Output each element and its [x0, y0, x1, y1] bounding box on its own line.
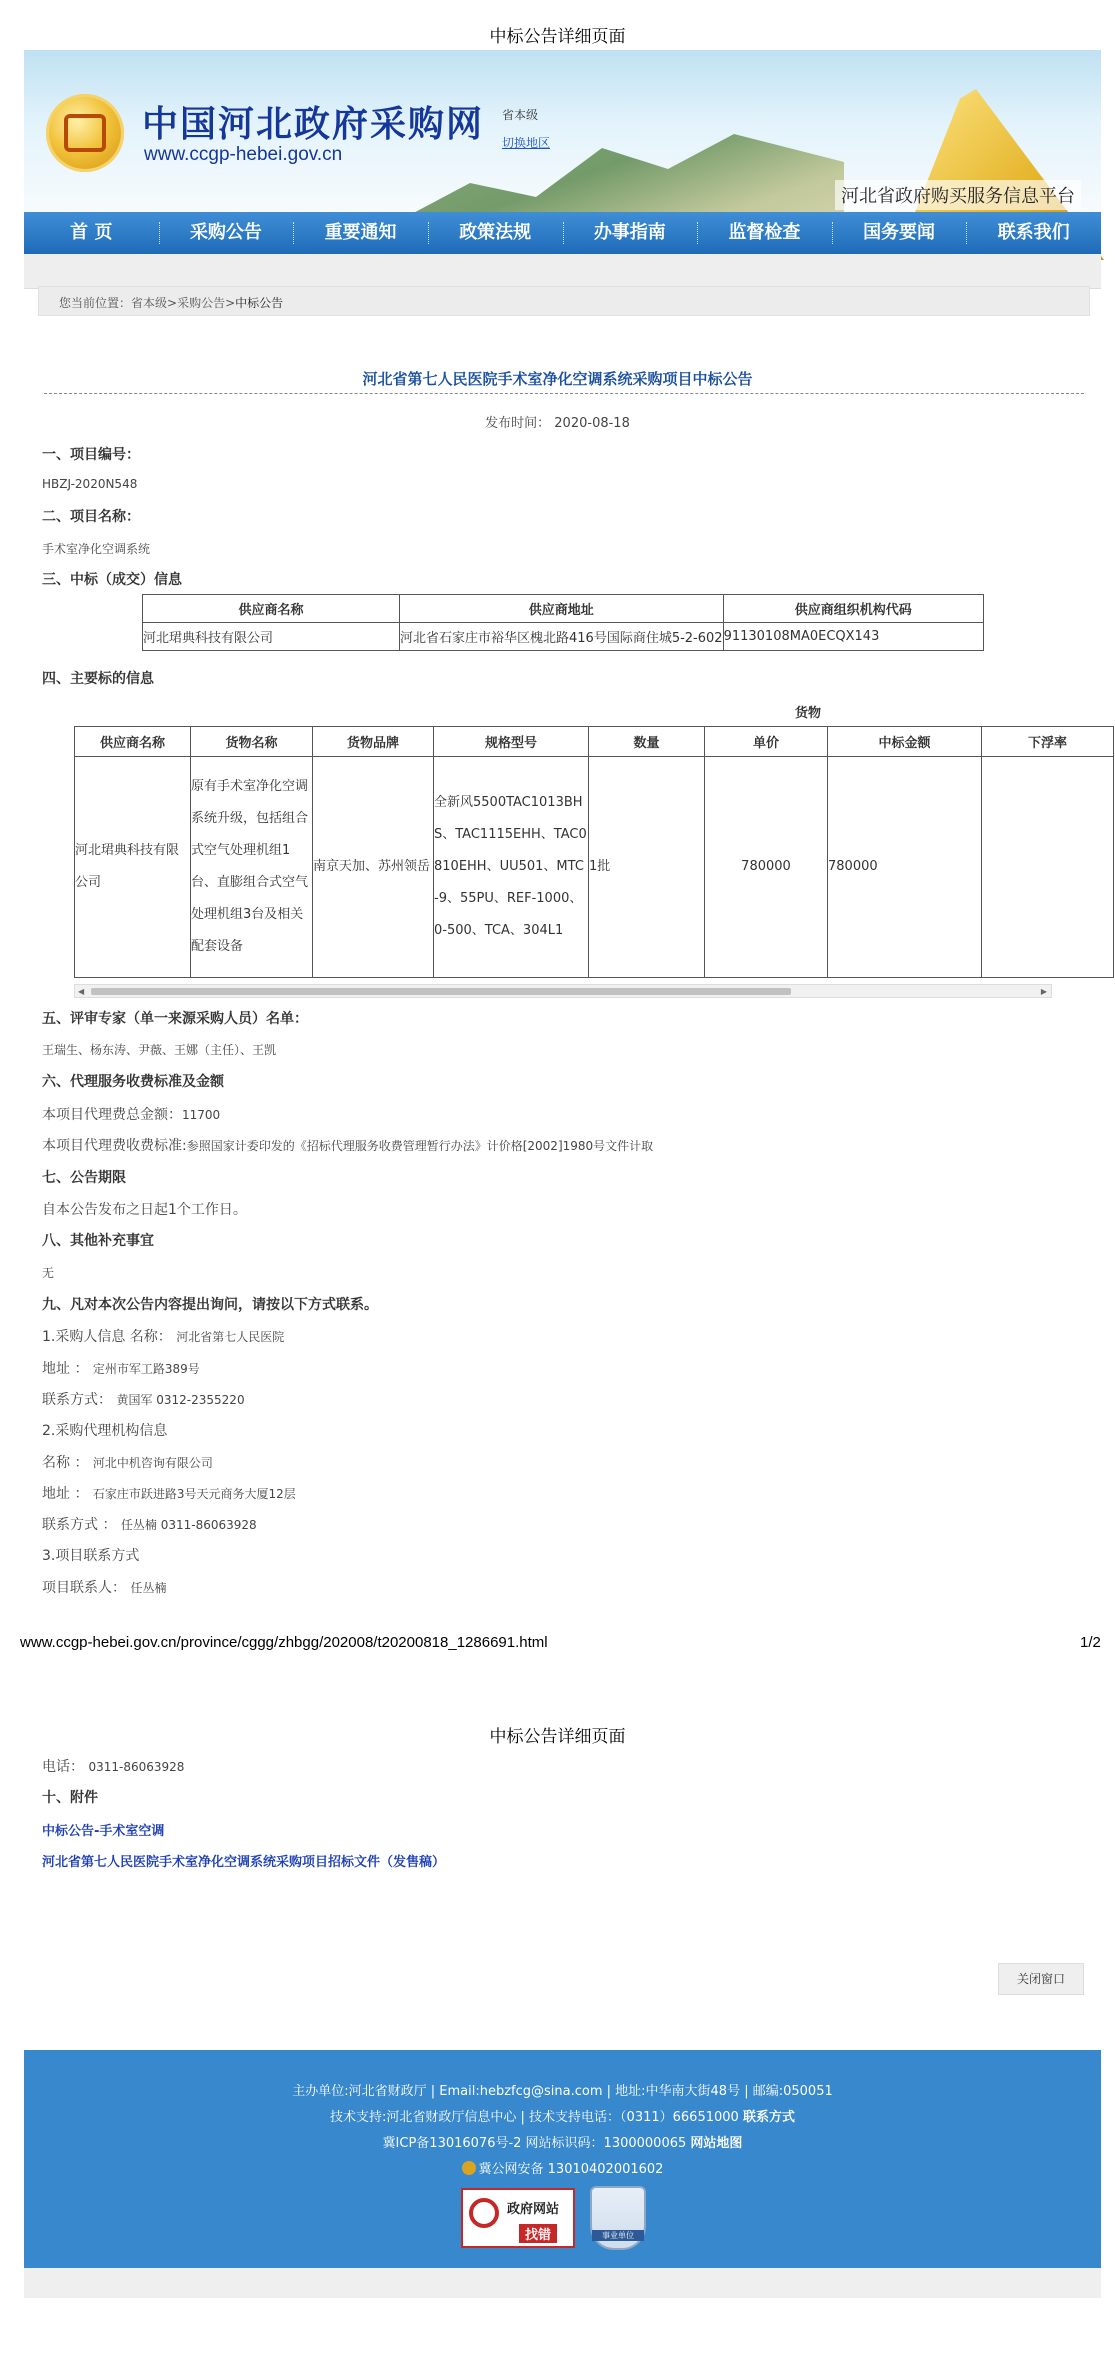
table-header: 供应商组织机构代码 [723, 595, 983, 623]
goods-discount-cell [982, 757, 1114, 978]
supplier-table [142, 594, 984, 651]
table-header: 货物名称 [191, 727, 313, 757]
magnifier-icon [469, 2198, 499, 2228]
phone-value: 0311-86063928 [88, 1760, 185, 1774]
fee-total-value: 11700 [182, 1108, 221, 1122]
footer-sitemap-link[interactable]: 网站地图 [690, 2136, 743, 2151]
section-4-heading: 四、主要标的信息 [42, 671, 154, 687]
table-row [143, 623, 984, 651]
scrollbar-thumb[interactable] [91, 988, 791, 995]
nav-state-news[interactable]: 国务要闻 [832, 212, 967, 254]
goods-brand-cell: 南京天加、苏州领岳 [313, 757, 434, 978]
scroll-left-icon[interactable]: ◀ [78, 987, 85, 996]
goods-amount-cell: 780000 [828, 757, 982, 978]
purchaser-address-label: 地址 ： [42, 1361, 89, 1377]
phone-label: 电话： [42, 1759, 84, 1775]
nav-policy[interactable]: 政策法规 [428, 212, 563, 254]
goods-price-cell: 780000 [705, 757, 828, 978]
nav-guide[interactable]: 办事指南 [563, 212, 698, 254]
purchaser-label: 1.采购人信息 名称： [42, 1329, 172, 1345]
footer-line-3 [24, 2132, 1101, 2151]
nav-supervision[interactable]: 监督检查 [697, 212, 832, 254]
section-2-heading: 二、项目名称： [42, 509, 140, 525]
phone-line [42, 1756, 184, 1776]
agency-title: 2.采购代理机构信息 [42, 1423, 168, 1439]
agency-contact-label: 联系方式 ： [42, 1517, 117, 1533]
section-5-heading: 五、评审专家（单一来源采购人员）名单： [42, 1011, 308, 1027]
scroll-right-icon[interactable]: ▶ [1040, 987, 1047, 996]
sub-nav-bar [24, 254, 1101, 289]
breadcrumb-prefix: 您当前位置： [59, 296, 132, 310]
fee-standard-label: 本项目代理费收费标准: [42, 1138, 187, 1154]
goods-table [74, 726, 1114, 978]
table-header: 下浮率 [982, 727, 1114, 757]
print-page-title: 中标公告详细页面 [489, 27, 626, 47]
footer-line-4[interactable] [24, 2158, 1101, 2177]
project-contact-title: 3.项目联系方式 [42, 1548, 140, 1564]
purchaser-name-line [42, 1326, 284, 1346]
breadcrumb-path[interactable]: 省本级>采购公告> [131, 296, 236, 310]
print-url: www.ccgp-hebei.gov.cn/province/cggg/zhbgg/202008/t20200818_1286691.html [20, 1634, 548, 1651]
footer-line-2 [24, 2106, 1101, 2125]
nav-important-notice[interactable]: 重要通知 [293, 212, 428, 254]
table-header: 数量 [589, 727, 705, 757]
footer-bottom-bar [24, 2268, 1101, 2298]
notice-period: 自本公告发布之日起1个工作日。 [42, 1202, 247, 1218]
print-page-title: 中标公告详细页面 [489, 1727, 626, 1747]
project-name: 手术室净化空调系统 [42, 542, 151, 556]
notice-title: 河北省第七人民医院手术室净化空调系统采购项目中标公告 [362, 370, 753, 388]
attachment-link-2[interactable]: 河北省第七人民医院手术室净化空调系统采购项目招标文件（发售稿） [42, 1855, 446, 1870]
institution-badge[interactable] [590, 2186, 646, 2250]
table-header: 供应商名称 [75, 727, 191, 757]
institution-badge-text: 事业单位 [592, 2230, 644, 2241]
project-number: HBZJ-2020N548 [42, 477, 138, 491]
switch-region-link[interactable]: 切换地区 [502, 136, 551, 150]
supplier-name-cell: 河北珺典科技有限公司 [143, 623, 400, 651]
title-divider [44, 393, 1084, 394]
fee-total [42, 1104, 220, 1124]
table-row [75, 757, 1114, 978]
nav-contact[interactable]: 联系我们 [966, 212, 1101, 254]
police-badge-icon [462, 2161, 476, 2175]
fee-total-label: 本项目代理费总金额： [42, 1107, 182, 1123]
goods-label: 货物 [795, 706, 822, 721]
agency-name: 河北中机咨询有限公司 [92, 1456, 213, 1470]
table-header-row [143, 595, 984, 623]
badge-title: 政府网站 [507, 2202, 560, 2217]
agency-name-line [42, 1452, 213, 1472]
nav-procurement-notice[interactable]: 采购公告 [159, 212, 294, 254]
main-nav [24, 212, 1101, 254]
agency-contact-line [42, 1514, 257, 1534]
purchaser-name: 河北省第七人民医院 [176, 1330, 285, 1344]
goods-qty-cell: 1批 [589, 757, 705, 978]
agency-address-label: 地址 ： [42, 1486, 89, 1502]
section-9-heading: 九、凡对本次公告内容提出询问，请按以下方式联系。 [42, 1297, 378, 1313]
table-header-row [75, 727, 1114, 757]
footer-contact-link[interactable]: 联系方式 [742, 2110, 795, 2125]
goods-supplier-cell: 河北珺典科技有限公司 [75, 757, 191, 978]
breadcrumb-current: 中标公告 [235, 296, 284, 310]
footer-police-record[interactable]: 冀公网安备 13010402001602 [478, 2162, 664, 2177]
level-label: 省本级 [502, 108, 539, 122]
purchaser-address-line [42, 1358, 200, 1378]
table-header: 单价 [705, 727, 828, 757]
breadcrumb [38, 286, 1090, 316]
footer-support: 技术支持:河北省财政厅信息中心 | 技术支持电话：（0311）66651000 [330, 2110, 739, 2125]
table-header: 供应商名称 [143, 595, 400, 623]
purchaser-contact-label: 联系方式： [42, 1392, 112, 1408]
goods-name-cell: 原有手术室净化空调系统升级，包括组合式空气处理机组1台、直膨组合式空气处理机组3台及相关配套设备 [191, 757, 313, 978]
fee-standard-value: 参照国家计委印发的《招标代理服务收费管理暂行办法》计价格[2002]1980号文件计取 [186, 1139, 654, 1153]
agency-name-label: 名称 ： [42, 1455, 89, 1471]
gov-site-error-badge[interactable] [461, 2188, 575, 2248]
site-banner [24, 50, 1101, 212]
purchaser-contact: 黄国军 0312-2355220 [116, 1393, 245, 1407]
purchaser-contact-line [42, 1389, 245, 1409]
site-footer [24, 2050, 1101, 2268]
publish-time: 发布时间： 2020-08-18 [485, 416, 630, 431]
fee-standard [42, 1135, 653, 1155]
nav-home[interactable]: 首 页 [70, 222, 113, 243]
goods-table-scroll[interactable] [74, 726, 1067, 984]
site-url: www.ccgp-hebei.gov.cn [144, 144, 343, 165]
agency-address: 石家庄市跃进路3号天元商务大厦12层 [92, 1487, 296, 1501]
print-page-number: 1/2 [1080, 1634, 1101, 1651]
project-contact-label: 项目联系人： [42, 1580, 126, 1596]
table-header: 供应商地址 [400, 595, 724, 623]
footer-line-1: 主办单位:河北省财政厅 | Email:hebzfcg@sina.com | 地址:中华南大街48号 | 邮编:050051 [292, 2084, 833, 2099]
goods-spec-cell: 全新风5500TAC1013BHS、TAC1115EHH、TAC0810EHH、UU501、MTC-9、55PU、REF-1000、0-500、TCA、304L1 [434, 757, 589, 978]
section-3-heading: 三、中标（成交）信息 [42, 572, 182, 588]
table-header: 中标金额 [828, 727, 982, 757]
other-matters: 无 [42, 1266, 55, 1280]
site-logo-icon[interactable] [46, 94, 124, 172]
section-6-heading: 六、代理服务收费标准及金额 [42, 1074, 224, 1090]
badge-subtitle: 找错 [519, 2224, 557, 2243]
table-header: 货物品牌 [313, 727, 434, 757]
section-7-heading: 七、公告期限 [42, 1170, 126, 1186]
section-10-heading: 十、附件 [42, 1790, 98, 1806]
experts-list: 王瑞生、杨东涛、尹薇、王娜（主任）、王凯 [42, 1043, 277, 1057]
supplier-code-cell: 91130108MA0ECQX143 [723, 623, 983, 651]
section-8-heading: 八、其他补充事宜 [42, 1233, 154, 1249]
footer-icp: 冀ICP备13016076号-2 网站标识码：1300000065 [382, 2136, 687, 2151]
attachment-link-1[interactable]: 中标公告-手术室空调 [42, 1824, 165, 1839]
horizontal-scrollbar[interactable] [74, 984, 1052, 998]
project-contact-person: 任丛楠 [130, 1581, 167, 1595]
table-header: 规格型号 [434, 727, 589, 757]
agency-address-line [42, 1483, 296, 1503]
supplier-address-cell: 河北省石家庄市裕华区槐北路416号国际商住城5-2-602 [400, 623, 724, 651]
section-1-heading: 一、项目编号： [42, 447, 140, 463]
purchaser-address: 定州市军工路389号 [92, 1362, 200, 1376]
project-contact-line [42, 1577, 166, 1597]
site-name[interactable]: 中国河北政府采购网 [142, 104, 485, 145]
agency-contact: 任丛楠 0311-86063928 [120, 1518, 257, 1532]
close-window-button[interactable]: 关闭窗口 [998, 1963, 1084, 1995]
platform-name: 河北省政府购买服务信息平台 [835, 180, 1081, 210]
